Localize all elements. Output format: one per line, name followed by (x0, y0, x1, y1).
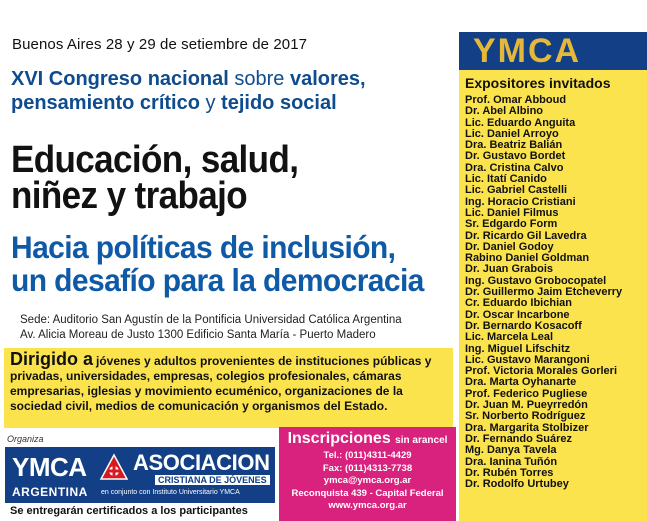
congress-title-part2: valores, pensamiento crítico (11, 68, 366, 114)
speaker-item: Lic. Daniel Filmus (465, 206, 559, 219)
headline-blue (11, 232, 456, 297)
speaker-item: Dr. Juan Grabois (465, 263, 554, 276)
venue-line-2: Av. Alicia Moreau de Justo 1300 Edificio Santa María - Puerto Madero (20, 329, 376, 341)
speaker-item: Sr. Norberto Rodríguez (465, 410, 586, 423)
speakers-title: Expositores invitados (465, 75, 611, 91)
ymca-wordmark: YMCA (12, 452, 87, 482)
headline-line-3: Hacia políticas de inclusión, (11, 230, 396, 266)
speaker-item: Lic. Gabriel Castelli (465, 184, 568, 197)
ymca-emblem-icon (99, 453, 129, 483)
congress-title (11, 67, 451, 115)
speaker-item: Dra. Marta Oyhanarte (465, 376, 577, 389)
instituto-note: en conjunto con Instituto Universitario YMCA (101, 489, 240, 496)
speaker-item: Lic. Daniel Arroyo (465, 127, 559, 140)
speaker-item: Prof. Federico Pugliese (465, 387, 588, 400)
registration-email[interactable]: ymca@ymca.org.ar (323, 475, 412, 486)
audience-box (4, 348, 453, 428)
headline-line-4: un desafío para la democracia (11, 263, 424, 299)
venue-info (20, 313, 402, 343)
speaker-item: Lic. Marcela Leal (465, 331, 554, 344)
certificates-note: Se entregarán certificados a los participantes (10, 505, 248, 517)
registration-free: sin arancel (395, 435, 448, 446)
registration-fax: Fax: (011)4313-7738 (322, 462, 413, 474)
headline-black (11, 138, 456, 217)
speaker-item: Dr. Rubén Torres (465, 466, 554, 479)
speaker-item: Prof. Victoria Morales Gorleri (465, 365, 618, 378)
registration-website[interactable]: www.ymca.org.ar (328, 500, 407, 511)
speaker-item: Dra. Ianina Tuñón (465, 455, 558, 468)
speaker-item: Dr. Fernando Suárez (465, 432, 572, 445)
speaker-item: Dr. Daniel Godoy (465, 240, 554, 253)
speaker-item: Ing. Gustavo Grobocopatel (465, 274, 607, 287)
speakers-panel (459, 70, 647, 521)
audience-description: jóvenes y adultos provenientes de instituciones públicas y privadas, universidades, empresas, colegios profesionales, cámaras empresarias, iglesias y movimiento ecuménico, organizaciones de la sociedad civil, medios de comunicación y organismos del Estado. (10, 354, 432, 413)
speaker-item: Mg. Danya Tavela (465, 444, 557, 457)
cristiana-de-jovenes: CRISTIANA DE JÓVENES (155, 475, 270, 485)
registration-address: Reconquista 439 - Capital Federal (291, 487, 444, 499)
venue-line-1: Sede: Auditorio San Agustín de la Pontificia Universidad Católica Argentina (20, 314, 402, 326)
speakers-column (459, 32, 647, 521)
speaker-item: Prof. Omar Abboud (465, 94, 567, 106)
speaker-item: Dra. Beatriz Balián (465, 139, 563, 152)
speaker-item: Lic. Gustavo Marangoni (465, 353, 590, 366)
ymca-top-logo: YMCA (459, 32, 647, 70)
event-date: Buenos Aires 28 y 29 de setiembre de 2017 (12, 36, 308, 53)
audience-text (10, 349, 450, 414)
headline-line-2: niñez y trabajo (11, 174, 248, 217)
speaker-item: Lic. Itatí Canido (465, 173, 547, 186)
congress-title-sobre: sobre (234, 68, 285, 90)
speaker-item: Rabino Daniel Goldman (465, 252, 590, 265)
speaker-item: Dr. Bernardo Kosacoff (465, 319, 582, 332)
speaker-item: Dr. Juan M. Pueyrredón (465, 399, 588, 412)
asociacion-word: ASOCIACION (133, 450, 270, 475)
speaker-item: Dra. Cristina Calvo (465, 161, 564, 174)
speaker-item: Dr. Ricardo Gil Lavedra (465, 229, 587, 242)
speaker-item: Ing. Horacio Cristiani (465, 195, 576, 208)
organizer-logo (5, 447, 275, 503)
speaker-item: Dr. Oscar Incarbone (465, 308, 570, 321)
speaker-item: Ing. Miguel Lifschitz (465, 342, 571, 355)
registration-box (279, 427, 456, 521)
speaker-item: Cr. Eduardo Ibichian (465, 297, 572, 310)
congress-title-part3: tejido social (215, 92, 337, 114)
registration-title (279, 430, 456, 450)
speaker-item: Dra. Margarita Stolbizer (465, 421, 589, 434)
registration-phone: Tel.: (011)4311-4429 (323, 450, 412, 461)
registration-heading: Inscripciones (287, 430, 391, 447)
speakers-list (465, 95, 622, 490)
congress-title-part1: XVI Congreso nacional (11, 68, 235, 90)
audience-lead: Dirigido a (10, 349, 94, 369)
argentina-word: ARGENTINA (12, 485, 88, 499)
organizer-label: Organiza (7, 434, 44, 444)
speaker-item: Sr. Edgardo Form (465, 218, 558, 231)
speaker-item: Dr. Gustavo Bordet (465, 150, 566, 163)
headline-line-1: Educación, salud, (11, 138, 299, 181)
congress-title-y: y (205, 92, 216, 114)
speaker-item: Lic. Eduardo Anguita (465, 116, 576, 129)
speaker-item: Dr. Rodolfo Urtubey (465, 478, 569, 491)
speaker-item: Dr. Guillermo Jaim Etcheverry (465, 286, 623, 299)
speaker-item: Dr. Abel Albino (465, 105, 544, 118)
